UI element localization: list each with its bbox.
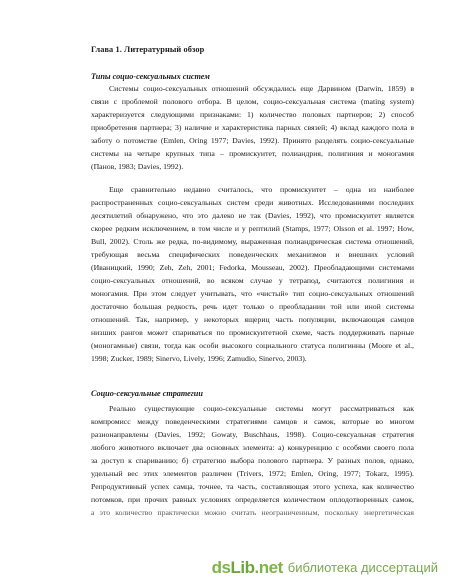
paragraph-line: Еще сравнительно недавно считалось, что промискуитет – одна из наиболее [109,185,414,194]
paragraph-line: разнонаправлены (Davies, 1992; Gowaty, Buschhaus, 1998). Социо-сексуальная стратегия [91,430,414,439]
paragraph-line: заботу о потомстве (Emlen, Oring 1977; Davies, 1992). Принято разделять социо-сексуальные [91,136,414,145]
paragraph-line: низших рангов может спариваться по промискуитетной схеме, часть поддерживать парные [91,328,414,337]
paragraph-line: (моногамные) связи, тогда как особи высокого социального статуса полигинны (Moore et al., [91,341,414,350]
paragraph-line: удельный вес этих элементов различен (Trivers, 1972; Emlen, Oring, 1977; Tokarz, 1995). [91,469,414,478]
paragraph-line: требующая весьма специфических поведенческих механизмов и внешних условий [91,250,414,259]
paragraph-line: приобретения партнера; 3) наличие и характеристика парных связей; 4) вклад каждого пола в [91,123,414,132]
paragraph-line: Системы социо-сексуальных отношений обсуждались еще Дарвином (Darwin, 1859) в [109,84,414,93]
chapter-title: Глава 1. Литературный обзор [91,45,205,54]
logo-lib: Lib [230,558,255,577]
logo-net: .net [254,558,283,577]
paragraph-line: за доступ к спариванию; б) стратегию выбора полового партнера. У разных полов, однако, [91,456,414,465]
paragraph-line: скорее редким исключением, в том числе и у рептилий (Stamps, 1977; Olsson et al. 1997; How, [91,224,414,233]
dslib-logo [212,559,283,576]
section-title-types: Типы социо-сексуальных систем [91,72,210,81]
watermark-subtitle: библиотека диссертаций [287,560,438,575]
paragraph-line: системы на четыре крупных типа – промискуитет, полиандрия, полигиния и моногамия [91,149,414,158]
paragraph-line: распространенных социо-сексуальных систем среди животных. Исследованиями последних [91,198,414,207]
logo-ds: ds [211,558,231,577]
watermark-badge[interactable] [208,557,442,578]
paragraph-line: отношений. Так, например, у некоторых ящериц часть популяции, включающая самцов [91,315,414,324]
paragraph-line: Репродуктивный успех самца, точнее, та часть, составляющая этого успеха, как количество [91,482,414,491]
paragraph-line: связи с проблемой полового отбора. В целом, социо-сексуальная система (mating system) [91,97,414,106]
section-title-strategies: Социо-сексуальные стратегии [91,389,203,398]
paragraph-line: Bull, 2002). Столь же редка, по-видимому, выраженная полиандрическая система отношений, [91,237,414,246]
paragraph-line: Реально существующие социо-сексуальные системы могут рассматриваться как [109,404,414,413]
paragraph-line: характеризуется следующими признаками: 1) количество половых партнеров; 2) способ [91,110,414,119]
paragraph-line: достаточно большая редкость, речь идет только о преобладании той или иной системы [91,302,414,311]
paragraph-line: (Иваницкий, 1990; Zeh, Zeh, 2001; Fedorka, Mousseau, 2002). Преобладающими системами [91,263,414,272]
paragraph-line: потомков, при прочих равных условиях определяется количеством оплодотворенных самок, [91,495,414,504]
paragraph-line: 1998; Zucker, 1989; Sinervo, Lively, 1996; Zamudio, Sinervo, 2003). [91,354,307,363]
paragraph-line: (Панов, 1983; Davies, 1992). [91,162,184,171]
paragraph-line: компромисс между поведенческими стратегиями самцов и самок, которые во многом [91,417,414,426]
paragraph-line: а это количество практически можно считать неограниченным, поскольку энергетическая [91,508,414,517]
paragraph-line: любого животного включает два основных элемента: а) конкуренцию с особями своего пола [91,443,414,452]
paragraph-line: моногамия. При этом следует учитывать, что «чистый» тип социо-сексуальных отношений [91,289,414,298]
paragraph-line: десятилетий обнаружено, что это далеко не так (Davies, 1992), что промискуитет является [91,211,414,220]
paragraph-line: социо-сексуальных отношений, во всяком случае у тетрапод, считаются полигиния и [91,276,414,285]
